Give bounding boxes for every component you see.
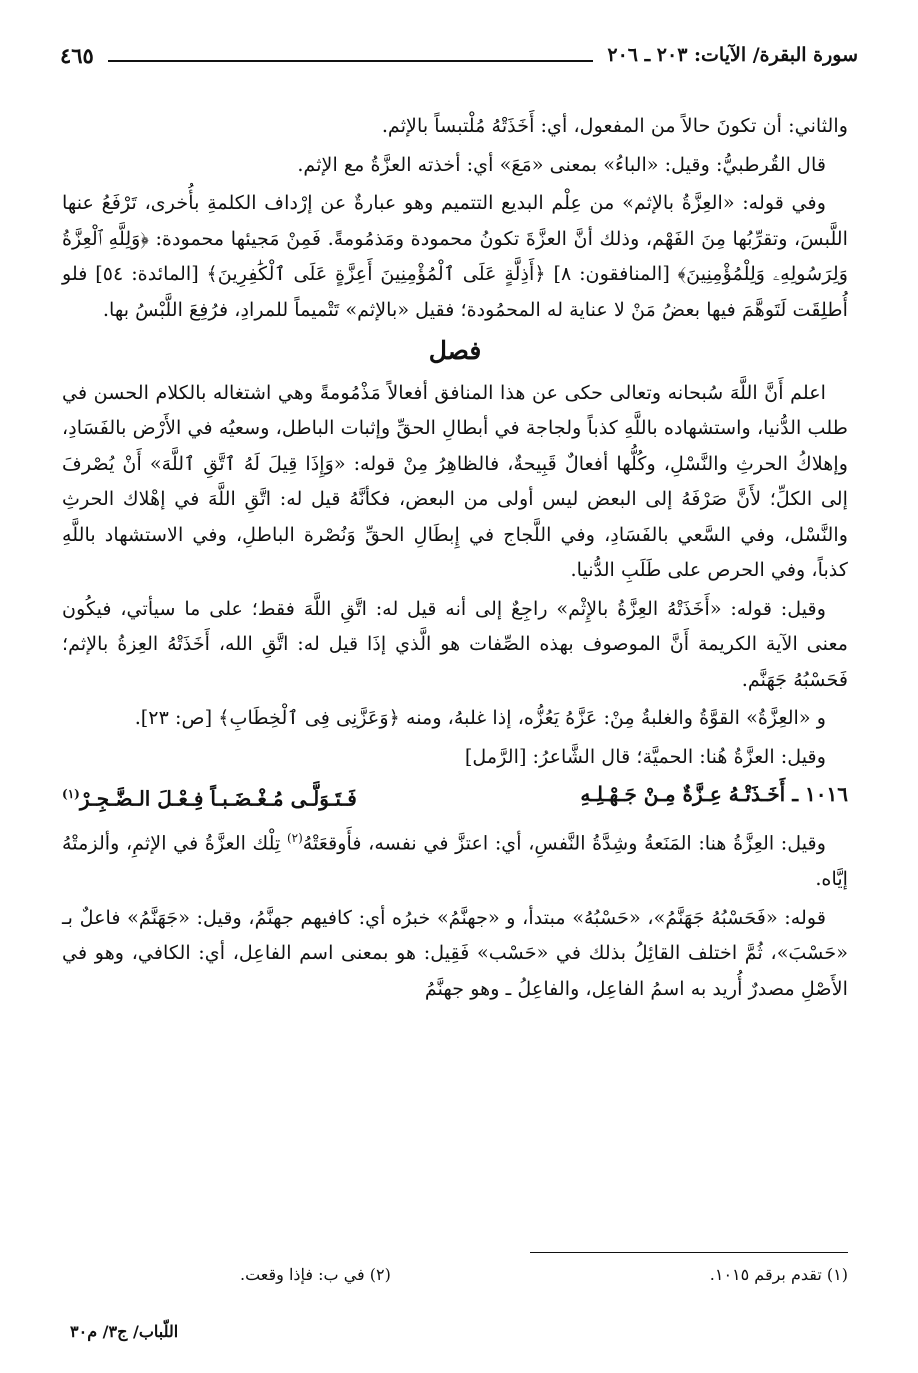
paragraph: وفي قوله: «العِزَّةُ بالإثم» من عِلْم البديع التتميم وهو عبارةٌ عن إرْداف الكلمةِ بأُخرى، تَرْفَعُ عنها اللَّبسَ، وتقرِّبُها مِنَ الفَهْم، وذلك أنَّ العزَّةَ تكونُ محمودة ومَذمُومةً. فَمِنْ مَجيئها محمودة: ﴿وَلِلَّهِ ٱلْعِزَّةُ وَلِرَسُولِهِۦ وَلِلْمُؤْمِنِينَ﴾ [المنافقون: ٨] ﴿أَذِلَّةٍ عَلَى ٱلْمُؤْمِنِينَ أَعِزَّةٍ عَلَى ٱلْكَٰفِرِينَ﴾ [المائدة: ٥٤] فلو أُطلِقَت لَتَوهَّمَ فيها بعضُ مَنْ لا عناية له المحمُودة؛ فقيل «بالإثم» تَتْميماً للمرادِ، فرُفِعَ اللَّبْسُ بها. bbox=[62, 191, 848, 321]
paragraph: اعلم أَنَّ اللَّهَ سُبحانه وتعالى حكى عن هذا المنافق أفعالاً مَذْمُومةً وهي اشتغاله بالكلام الحسن في طلب الدُّنيا، واستشهاده باللَّهِ كذباً ولجاجة في أبطالِ الحقِّ وإثبات الباطل، وسعيُه في الأَرْض بالفَسَادِ، وإهلاكُ الحرثِ والنَّسْلِ، وكُلُّها أفعالٌ قَبِيحةٌ، فالظاهِرُ مِنْ قوله: «وَإِذَا قِيلَ لَهُ ٱتَّقِ ٱللَّهَ» أَنْ يُصْرفَ إلى الكلِّ؛ لأَنَّ صَرْفَهُ إلى البعض ليس أولى من البعض، فكأنَّهُ قيل له: اتَّقِ اللَّهَ في إهْلاك الحرثِ والنَّسْل، وفي السَّعي بالفَسَادِ، وفي اللَّجاج في إِبطَالِ الحقِّ وَنُصْرة الباطلِ، وفي الاستشهاد باللَّهِ كذباً، وفي الحرص على طَلَبِ الدُّنيا. bbox=[62, 380, 848, 581]
paragraph: والثاني: أن تكونَ حالاً من المفعول، أي: أَخَذَتْهُ مُلْتبساً بالإثم. bbox=[381, 114, 848, 137]
footnote-ref: (٢) bbox=[286, 831, 303, 846]
signature-mark: اللّباب/ ج٣/ م٣٠ bbox=[70, 1322, 179, 1341]
footnote-ref: (١) bbox=[62, 787, 80, 801]
page-header bbox=[60, 38, 858, 72]
page-body bbox=[62, 108, 848, 1009]
page-number: ٤٦٥ bbox=[60, 42, 94, 68]
paragraph: وقيل: العزَّةُ هُنا: الحميَّة؛ قال الشَّاعرُ: [الرَّمل] bbox=[464, 744, 826, 768]
poetry-verse bbox=[62, 777, 848, 817]
footnote-2: (٢) في ب: فإذا وقعت. bbox=[240, 1265, 391, 1284]
footnote-1: (١) تقدم برقم ١٠١٥. bbox=[709, 1265, 848, 1284]
paragraph: وقيل: العِزَّةُ هنا: المَنَعةُ وشِدَّةُ النَّفسِ، أي: اعتزَّ في نفسه، فأَوقعَتْهُ$^{(٢)}$ تِلْك العزَّةُ في الإثمِ، وألزمتْهُ إيَّاه. bbox=[62, 831, 848, 891]
paragraph: قوله: «فَحَسْبُهُ جَهَنَّمُ»، «حَسْبُهُ» مبتدأ، و «جهنَّمُ» خبرُه أي: كافيهم جهنَّمُ، وقيل: «جَهَنَّمُ» فاعلٌ بـ «حَسْبَ»، ثُمَّ اختلف القائِلُ بذلك في «حَسْب» فَقِيل: هو بمعنى اسم الفاعِل، أي: الكافي، وهو في الأَصْلِ مصدرٌ أُريد به اسمُ الفاعِل، والفاعِلُ ـ وهو جهنَّمُ bbox=[62, 905, 848, 1000]
footnote-divider bbox=[530, 1252, 848, 1253]
paragraph: قال القُرطبيُّ: وقيل: «الباءُ» بمعنى «مَعَ» أي: أخذته العزَّةُ مع الإثم. bbox=[297, 152, 826, 176]
paragraph: و «العِزَّةُ» القوَّةُ والغلبةُ مِنْ: عَزَّهُ يَعُزُّه، إذا غلبهُ، ومنه ﴿وَعَزَّنِى فِى ٱلْخِطَابِ﴾ [ص: ٢٣]. bbox=[134, 706, 826, 729]
section-heading: فصل bbox=[428, 336, 482, 365]
verse-number: ١٠١٦ bbox=[805, 782, 848, 806]
verse-second-hemistich: فَـتَـوَلَّـى مُـغْـضَـبـاً فِـعْـلَ الـضَّـجِـرْ$^{(١)}$ bbox=[62, 786, 357, 811]
verse-first-hemistich: ١٠١٦ ـ أَخَـذَتْـهُ عِـزَّةٌ مِـنْ جَـهْـلِـهِ bbox=[580, 782, 848, 806]
footnotes bbox=[240, 1262, 848, 1288]
running-title: سورة البقرة/ الآيات: ٢٠٣ ـ ٢٠٦ bbox=[607, 44, 858, 66]
header-rule bbox=[108, 48, 594, 62]
paragraph: وقيل: قوله: «أَخَذَتْهُ العِزَّةُ بالإِثْم» راجِعٌ إلى أنه قيل له: اتَّقِ اللَّهَ فقط؛ على ما سيأتي، فيكُون معنى الآية الكريمة أَنَّ الموصوف بهذه الصِّفات هو الَّذي إذَا قيل له: اتَّقِ الله، أَخَذَتْهُ العِزةُ بالإثم؛ فَحَسْبُهُ جَهَنَّم. bbox=[62, 596, 848, 691]
